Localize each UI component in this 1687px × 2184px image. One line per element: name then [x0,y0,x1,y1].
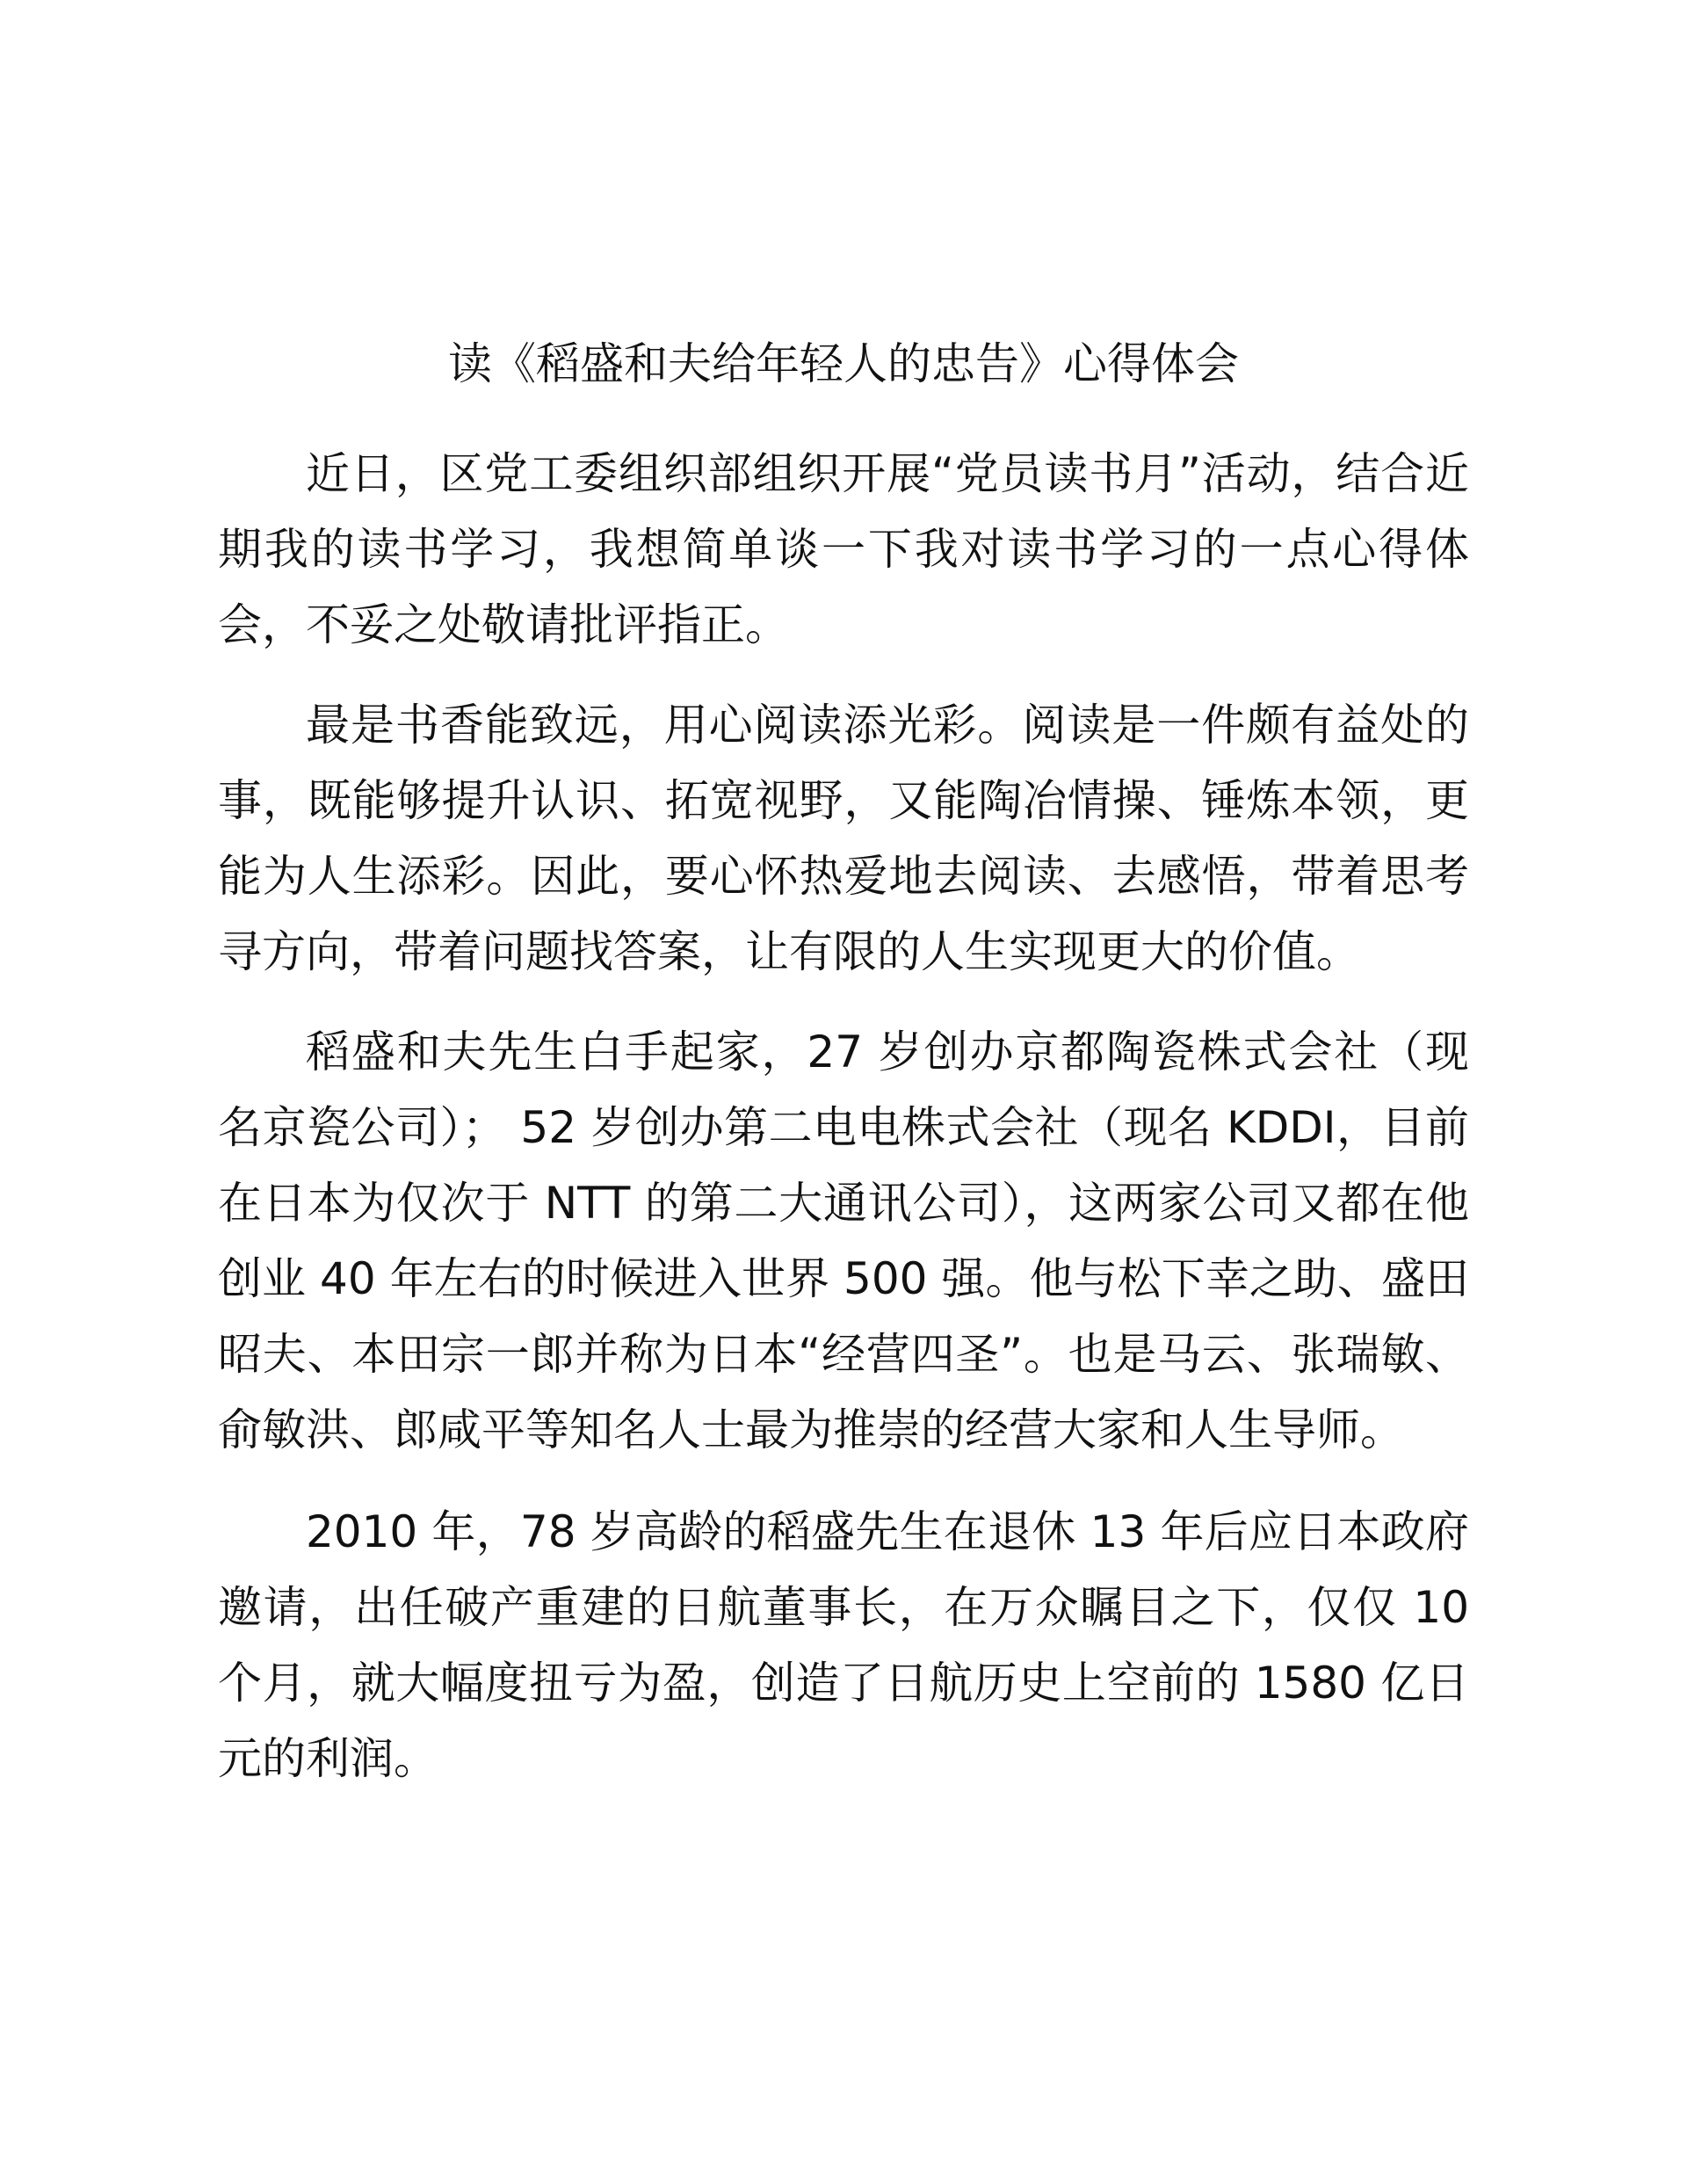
paragraph-reading-value: 最是书香能致远，用心阅读添光彩。阅读是一件颇有益处的事，既能够提升认识、拓宽视野，又能陶冶情操、锤炼本领，更能为人生添彩。因此，要心怀热爱地去阅读、去感悟，带着思考寻方向，带着问题找答案，让有限的人生实现更大的价值。 [218,700,1469,977]
document-title: 读《稻盛和夫给年轻人的忠告》心得体会 [448,338,1239,389]
paragraph-jal-turnaround: 2010 年，78 岁高龄的稻盛先生在退休 13 年后应日本政府邀请，出任破产重建的日航董事长，在万众瞩目之下，仅仅 10 个月，就大幅度扭亏为盈，创造了日航历史上空前的 1580 亿日元的利润。 [218,1506,1469,1784]
paragraph-intro: 近日，区党工委组织部组织开展“党员读书月”活动，结合近期我的读书学习，我想简单谈一下我对读书学习的一点心得体会，不妥之处敬请批评指正。 [218,448,1469,650]
paragraph-inamori-biography: 稻盛和夫先生白手起家，27 岁创办京都陶瓷株式会社（现名京瓷公司）； 52 岁创办第二电电株式会社（现名 KDDI，目前在日本为仅次于 NTT 的第二大通讯公司），这两家公司又都在他创业 40 年左右的时候进入世界 500 强。他与松下幸之助、盛田昭夫、本田宗一郎并称为日本“经营四圣”。也是马云、张瑞敏、俞敏洪、郎咸平等知名人士最为推崇的经营大家和人生导师。 [218,1027,1469,1455]
